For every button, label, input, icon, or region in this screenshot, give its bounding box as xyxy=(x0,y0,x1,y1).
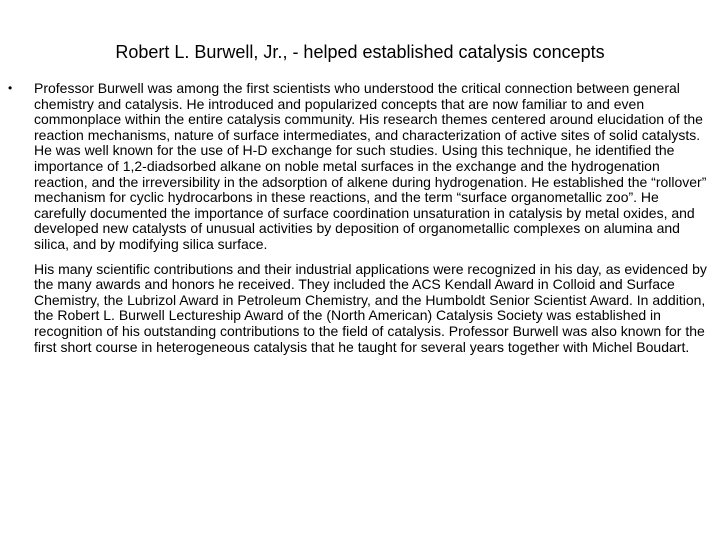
slide-body xyxy=(8,80,714,355)
paragraph-text: His many scientific contributions and their industrial applications were recognized in his day, as evidenced by the many awards and honors he received. They included the ACS Kendall Award in Colloid and Surface Chemistry, the Lubrizol Award in Petroleum Chemistry, and the Humboldt Senior Scientist Award. In addition, the Robert L. Burwell Lectureship Award of the (North American) Catalysis Society was established in recognition of his outstanding contributions to the field of catalysis. Professor Burwell was also known for the first short course in heterogeneous catalysis that he taught for several years together with Michel Boudart. xyxy=(34,260,707,355)
body-paragraph-2 xyxy=(34,262,714,356)
body-paragraph-1 xyxy=(8,80,714,253)
slide-title: Robert L. Burwell, Jr., - helped established catalysis concepts xyxy=(115,42,605,62)
bullet-icon: • xyxy=(8,81,13,95)
paragraph-text: Professor Burwell was among the first scientists who understood the critical connection between general chemistry and catalysis. He introduced and popularized concepts that are now familiar to and even commonplace within the entire catalysis community. His research themes centered around elucidation of the reaction mechanisms, nature of surface intermediates, and characterization of active sites of solid catalysts. He was well known for the use of H-D exchange for such studies. Using this technique, he identified the importance of 1,2-diadsorbed alkane on noble metal surfaces in the exchange and the hydrogenation reaction, and the irreversibility in the adsorption of alkene during hydrogenation. He established the “rollover” mechanism for cyclic hydrocarbons in these reactions, and the term “surface organometallic zoo”. He carefully documented the importance of surface coordination unsaturation in catalysis by metal oxides, and developed new catalysts of unusual activities by deposition of organometallic complexes on alumina and silica, and by modifying silica surface. xyxy=(34,80,707,252)
